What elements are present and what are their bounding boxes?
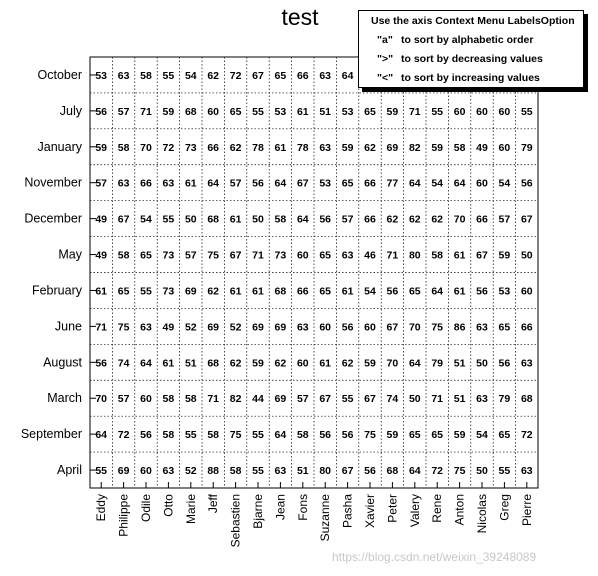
cell-value: 71 [386,249,399,262]
cell-value: 75 [364,429,376,442]
cell-value: 63 [296,321,309,334]
cell-value: 62 [364,141,376,154]
cell-value: 69 [386,141,399,154]
row-label: November [24,175,82,190]
cell-value: 73 [274,249,287,262]
cell-value: 53 [274,105,287,118]
cell-value: 60 [296,357,309,370]
cell-value: 57 [498,213,511,226]
cell-value: 63 [520,357,533,370]
cell-value: 60 [296,249,309,262]
cell-value: 59 [341,141,354,154]
cell-value: 62 [341,357,354,370]
column-label: Greg [497,494,512,521]
cell-value: 59 [364,357,376,370]
cell-value: 72 [162,141,175,154]
cell-value: 56 [498,357,511,370]
cell-value: 49 [162,321,175,334]
cell-value: 51 [319,105,332,118]
cell-value: 56 [520,177,533,190]
cell-value: 75 [431,321,444,334]
cell-value: 75 [117,321,130,334]
cell-value: 59 [498,249,511,262]
cell-value: 64 [296,213,309,226]
column-label: Bjarne [251,494,265,529]
cell-value: 57 [95,177,108,190]
cell-value: 56 [341,429,354,442]
cell-value: 67 [520,213,533,226]
cell-value: 68 [184,105,197,118]
cell-value: 54 [140,213,152,226]
cell-value: 60 [453,105,466,118]
cell-value: 57 [229,177,242,190]
column-label: Pierre [519,494,534,527]
cell-value: 71 [95,321,108,334]
cell-value: 50 [520,249,533,262]
cell-value: 57 [117,393,130,406]
cell-value: 64 [453,177,466,190]
cell-value: 66 [296,69,309,82]
cell-value: 56 [140,429,152,442]
cell-value: 66 [364,177,376,190]
cell-value: 58 [162,393,175,406]
cell-value: 74 [117,357,130,370]
cell-value: 66 [140,177,152,190]
cell-value: 78 [296,141,309,154]
cell-value: 62 [207,69,220,82]
cell-value: 58 [229,465,242,478]
column-label: Jean [273,494,288,521]
row-label: March [47,391,82,406]
cell-value: 66 [520,321,533,334]
cell-value: 52 [229,321,242,334]
cell-value: 61 [252,285,264,298]
cell-value: 56 [341,321,354,334]
cell-value: 55 [252,105,264,118]
cell-value: 72 [520,429,533,442]
cell-value: 64 [95,429,108,442]
cell-value: 86 [453,321,466,334]
cell-value: 49 [95,249,108,262]
grid-lines [90,57,538,488]
row-label: September [20,427,82,442]
cell-value: 54 [364,285,376,298]
cell-value: 61 [229,285,242,298]
cell-value: 82 [408,141,421,154]
cell-value: 64 [408,177,421,190]
cell-value: 61 [229,213,242,226]
cell-value: 63 [319,69,332,82]
cell-value: 62 [229,141,242,154]
cell-value: 55 [140,285,152,298]
cell-value: 56 [386,285,399,298]
cell-value: 64 [140,357,152,370]
cell-value: 57 [184,249,197,262]
cell-value: 60 [319,321,332,334]
cell-value: 46 [364,249,376,262]
cell-value: 73 [184,141,197,154]
legend-item-increasing: to sort by increasing values [401,72,540,84]
cell-value: 65 [229,105,242,118]
cell-value: 54 [476,429,488,442]
column-label: Jeff [206,494,221,514]
cell-value: 65 [498,321,511,334]
cell-value: 80 [408,249,421,262]
cell-value: 58 [184,393,197,406]
cell-value: 69 [274,393,287,406]
cell-value: 68 [274,285,287,298]
cell-value: 55 [520,105,533,118]
cell-value: 55 [431,105,444,118]
cell-value: 60 [207,105,220,118]
cell-value: 71 [431,393,444,406]
column-label: Eddy [94,494,109,522]
cell-value: 58 [140,69,152,82]
cell-value: 61 [319,357,332,370]
cell-value: 71 [408,105,421,118]
cell-value: 59 [386,429,399,442]
cell-value: 70 [386,357,399,370]
cell-value: 55 [252,465,264,478]
cell-value: 51 [453,357,466,370]
cell-value: 55 [95,465,108,478]
cell-value: 67 [229,249,242,262]
cell-value: 61 [341,285,354,298]
cell-value: 65 [274,69,287,82]
cell-value: 82 [229,393,242,406]
cell-value: 55 [252,429,264,442]
cell-value: 49 [476,141,488,154]
chart-title: test [281,4,319,30]
cell-value: 64 [341,69,354,82]
cell-value: 64 [408,357,421,370]
cell-value: 64 [207,177,220,190]
cell-value: 73 [162,285,175,298]
row-label: May [58,247,82,262]
cell-value: 62 [431,213,444,226]
cell-value: 78 [252,141,264,154]
cell-value: 74 [386,393,399,406]
cell-value: 68 [386,465,399,478]
cell-value: 66 [296,285,309,298]
cell-value: 62 [207,285,220,298]
cell-value: 58 [117,141,130,154]
cell-value: 55 [184,429,197,442]
watermark: https://blog.csdn.net/weixin_39248089 [332,550,537,564]
row-label: August [43,355,82,370]
legend-title: Use the axis Context Menu LabelsOption [371,15,575,27]
cell-value: 65 [319,285,332,298]
cell-value: 71 [252,249,264,262]
cell-value: 58 [296,429,309,442]
cell-value: 59 [162,105,175,118]
cell-value: 60 [476,177,488,190]
cell-value: 70 [453,213,466,226]
cell-value: 58 [117,249,130,262]
cell-value: 50 [476,465,488,478]
row-label: October [37,67,82,82]
cell-value: 79 [431,357,444,370]
cell-value: 58 [274,213,287,226]
cell-value: 67 [319,393,332,406]
cell-value: 69 [117,465,130,478]
cell-value: 61 [95,285,108,298]
cell-value: 44 [252,393,264,406]
column-labels [94,493,534,547]
cell-value: 59 [252,357,264,370]
cell-value: 63 [117,177,130,190]
column-label: Anton [452,494,467,526]
cell-value: 65 [341,177,354,190]
cell-value: 58 [162,429,175,442]
cell-value: 88 [207,465,220,478]
column-label: Otto [161,494,176,517]
legend-item-decreasing: to sort by decreasing values [401,53,543,65]
cell-value: 72 [117,429,130,442]
cell-value: 72 [229,69,242,82]
cell-value: 56 [319,213,332,226]
cell-value: 63 [341,249,354,262]
cell-value: 55 [162,69,175,82]
cell-value: 62 [229,357,242,370]
column-label: Sebastien [228,494,243,548]
cell-value: 63 [274,465,287,478]
cell-value: 70 [408,321,421,334]
cell-value: 60 [140,465,152,478]
cell-value: 65 [117,285,130,298]
cell-value: 58 [207,429,220,442]
sort-help-legend [358,10,584,88]
cell-value: 63 [319,141,332,154]
cell-value: 53 [498,285,511,298]
cell-value: 67 [341,465,354,478]
cell-value: 56 [319,429,332,442]
cell-value: 53 [319,177,332,190]
cell-value: 63 [162,465,175,478]
cell-value: 57 [117,105,130,118]
cell-value: 51 [184,357,197,370]
cell-value: 72 [431,465,444,478]
column-label: Rene [430,494,445,523]
cell-value: 66 [207,141,220,154]
cell-value: 63 [520,465,533,478]
cell-value: 63 [140,321,152,334]
cell-value: 64 [431,285,444,298]
cell-value: 60 [476,105,488,118]
row-labels [21,68,83,477]
cell-value: 59 [95,141,108,154]
cell-value: 75 [207,249,220,262]
column-label: Pasha [340,494,355,529]
cell-value: 69 [252,321,264,334]
cell-value: 69 [207,321,220,334]
legend-key-a: "a" [377,34,393,46]
cell-value: 60 [364,321,376,334]
cell-value: 54 [498,177,511,190]
cell-value: 58 [453,141,466,154]
cell-value: 50 [408,393,421,406]
cell-value: 51 [453,393,466,406]
cell-value: 60 [140,393,152,406]
cell-value: 61 [453,249,466,262]
column-label: Peter [385,494,400,523]
cell-value: 77 [386,177,399,190]
cell-value: 70 [95,393,108,406]
cell-value: 63 [117,69,130,82]
cell-value: 50 [476,357,488,370]
cell-value: 79 [520,141,533,154]
cell-value: 64 [408,465,421,478]
cell-value: 64 [274,177,287,190]
cell-value: 54 [184,69,197,82]
cell-value: 67 [386,321,399,334]
legend-key-increasing: "<" [377,72,394,84]
cell-value: 61 [274,141,287,154]
cell-value: 65 [498,429,511,442]
cell-value: 67 [476,249,488,262]
cell-value: 62 [386,213,399,226]
cell-value: 68 [207,357,220,370]
cell-value: 50 [252,213,264,226]
column-label: Marie [183,494,198,525]
cell-value: 75 [229,429,242,442]
cell-value: 69 [184,285,197,298]
cell-value: 63 [476,321,488,334]
column-label: Xavier [363,494,377,529]
column-label: Odile [139,494,153,523]
cell-value: 56 [95,357,108,370]
cell-value: 68 [207,213,220,226]
cell-value: 67 [252,69,264,82]
cell-value: 55 [162,213,175,226]
cell-value: 68 [520,393,533,406]
cell-value: 65 [140,249,152,262]
cell-value: 58 [431,249,444,262]
cell-value: 70 [140,141,152,154]
cell-value: 55 [341,393,354,406]
cell-value: 61 [296,105,309,118]
cell-value: 59 [453,429,466,442]
cell-value: 62 [274,357,287,370]
cell-value: 53 [341,105,354,118]
cell-value: 57 [341,213,354,226]
cell-value: 61 [162,357,175,370]
cell-value: 52 [184,321,197,334]
column-label: Suzanne [318,494,333,542]
cell-value: 66 [364,213,376,226]
cell-value: 64 [274,429,287,442]
legend-item-alphabetic: to sort by alphabetic order [401,34,534,46]
row-label: July [59,103,82,118]
cell-value: 51 [296,465,309,478]
cell-value: 63 [162,177,175,190]
cell-value: 66 [476,213,488,226]
cell-value: 55 [498,465,511,478]
cell-value: 62 [408,213,421,226]
cell-value: 67 [296,177,309,190]
cell-value: 69 [274,321,287,334]
cell-value: 79 [498,393,511,406]
cell-value: 71 [207,393,220,406]
cell-value: 73 [162,249,175,262]
legend-key-decreasing: ">" [377,53,394,65]
cell-value: 56 [476,285,488,298]
row-label: April [56,463,82,478]
cell-value: 63 [476,393,488,406]
cell-value: 67 [364,393,376,406]
cell-value: 61 [453,285,466,298]
row-label: December [24,211,82,226]
cell-value: 80 [319,465,332,478]
cell-value: 65 [408,429,421,442]
cell-value: 71 [140,105,152,118]
cell-value: 59 [386,105,399,118]
cell-value: 61 [184,177,197,190]
cell-value: 65 [319,249,332,262]
row-label: June [54,319,82,334]
cell-value: 54 [431,177,444,190]
cell-value: 67 [117,213,130,226]
cell-value: 75 [453,465,466,478]
cell-value: 53 [95,69,108,82]
column-label: Fons [295,494,310,521]
cell-value: 65 [431,429,444,442]
row-label: February [31,283,82,298]
cell-value: 65 [408,285,421,298]
cell-value: 52 [184,465,197,478]
cell-value: 56 [252,177,264,190]
column-label: Valery [407,494,422,528]
row-label: January [37,139,82,154]
cell-value: 60 [498,105,511,118]
cell-value: 60 [520,285,533,298]
column-label: Nicolas [475,494,489,534]
cell-value: 59 [431,141,444,154]
cell-value: 60 [498,141,511,154]
cell-value: 50 [184,213,197,226]
cell-value: 65 [364,105,376,118]
cell-value: 57 [296,393,309,406]
cell-value: 56 [95,105,108,118]
column-label: Philippe [116,494,131,537]
cell-value: 56 [364,465,376,478]
cell-value: 49 [95,213,108,226]
